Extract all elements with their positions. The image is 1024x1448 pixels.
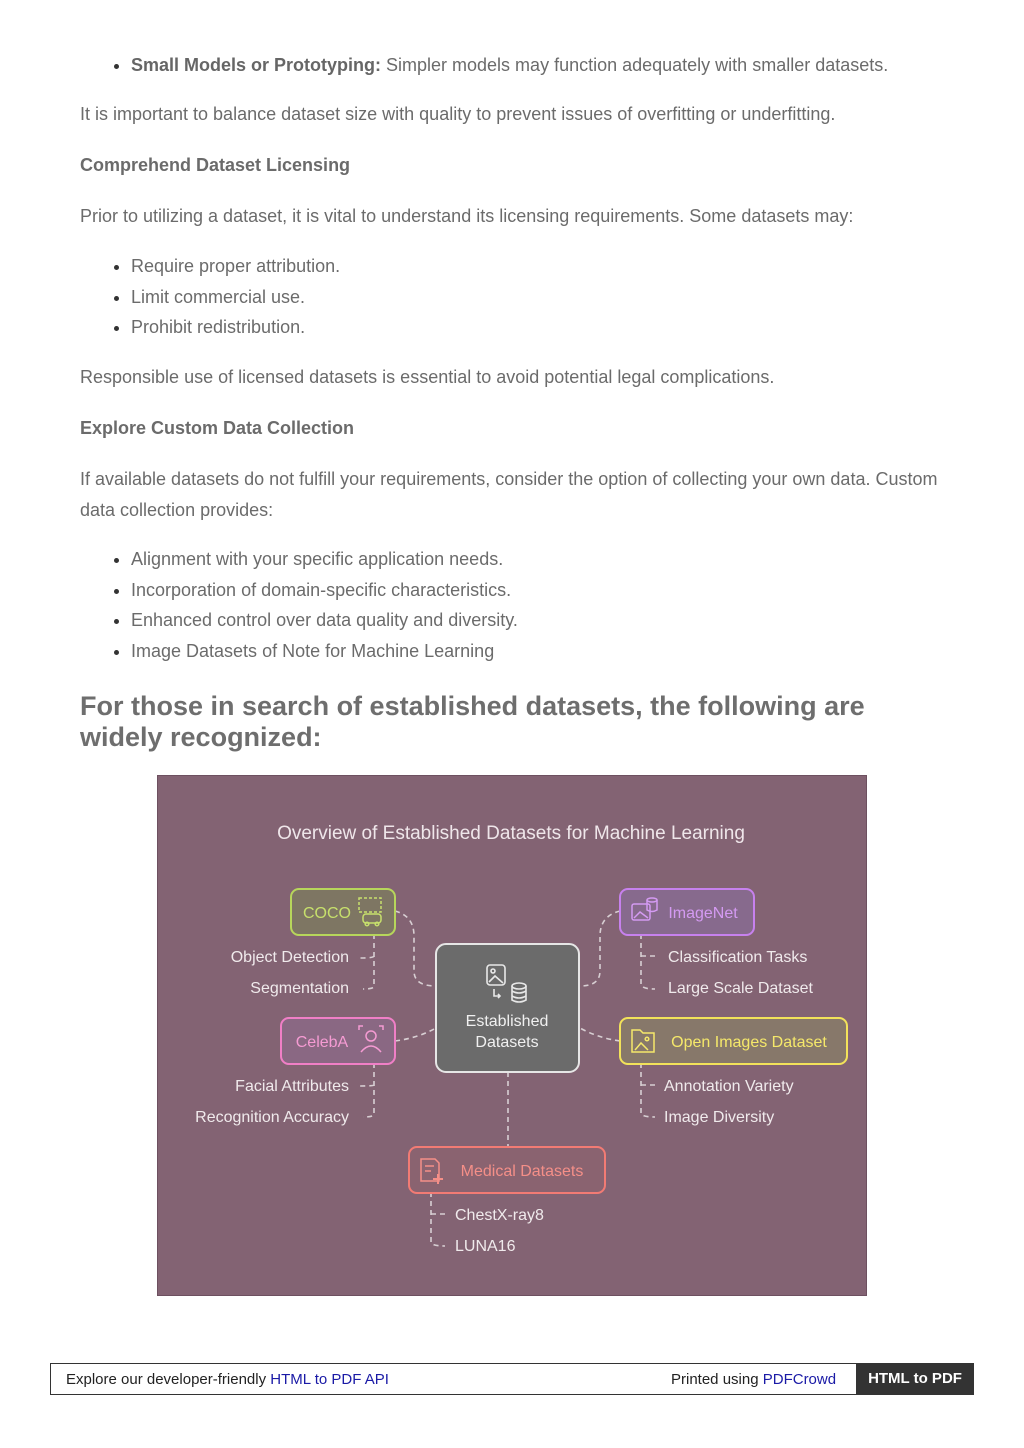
openimages-label: Open Images Dataset xyxy=(671,1034,827,1051)
paragraph-balance: It is important to balance dataset size with quality to prevent issues of overfitting or underfitting. xyxy=(80,104,836,124)
list-item: • Prohibit redistribution. xyxy=(131,312,340,343)
connector-imagenet-center xyxy=(580,911,620,986)
pdfcrowd-link[interactable]: PDFCrowd xyxy=(762,1371,837,1388)
footer-mid-text: Printed using xyxy=(671,1371,763,1388)
section-heading: For those in search of established datasets, the following are widely recognized: xyxy=(80,691,865,752)
paragraph-responsible: Responsible use of licensed datasets is essential to avoid potential legal complications. xyxy=(80,367,775,387)
node-imagenet xyxy=(620,889,754,935)
coco-item-segmentation: Segmentation xyxy=(250,980,349,997)
coco-label: COCO xyxy=(303,905,351,922)
list-item: • Image Datasets of Note for Machine Learning xyxy=(131,636,518,667)
openimages-item-diversity: Image Diversity xyxy=(664,1109,775,1126)
paragraph-custom: If available datasets do not fulfill your requirements, consider the option of collecting your own data. Custom data collection provides: xyxy=(80,469,938,520)
center-label-line2: Datasets xyxy=(475,1034,539,1051)
medical-label: Medical Datasets xyxy=(460,1163,584,1180)
bullet-list-top xyxy=(80,50,888,81)
connector-celeba-item1 xyxy=(360,1085,374,1086)
paragraph-licensing: Prior to utilizing a dataset, it is vital to understand its licensing requirements. Some datasets may: xyxy=(80,206,854,226)
connector-imagenet-items xyxy=(641,934,655,989)
bullet-lead: Small Models or Prototyping: xyxy=(131,55,382,75)
medical-item-chestxray8: ChestX-ray8 xyxy=(455,1207,544,1224)
html-to-pdf-button[interactable]: HTML to PDF xyxy=(856,1363,974,1395)
custom-list xyxy=(80,544,518,666)
list-item: • Incorporation of domain-specific characteristics. xyxy=(131,575,518,606)
center-node xyxy=(436,944,579,1072)
connector-openimages-center xyxy=(580,1028,620,1041)
celeba-label: CelebA xyxy=(295,1034,349,1051)
list-item: • Limit commercial use. xyxy=(131,282,340,313)
connector-coco-center xyxy=(395,911,436,986)
connector-openimages-items xyxy=(641,1063,655,1117)
node-coco xyxy=(291,889,395,935)
list-item: • Enhanced control over data quality and diversity. xyxy=(131,605,518,636)
diagram-title: Overview of Established Datasets for Machine Learning xyxy=(277,823,745,844)
celeba-item-recognition-accuracy: Recognition Accuracy xyxy=(195,1109,349,1126)
celeba-item-facial-attributes: Facial Attributes xyxy=(235,1078,349,1095)
footer-left-text: Explore our developer-friendly xyxy=(66,1371,271,1388)
footer-mid xyxy=(671,1371,836,1388)
html-to-pdf-api-link[interactable]: HTML to PDF API xyxy=(270,1371,389,1388)
list-item xyxy=(131,50,888,81)
center-label-line1: Established xyxy=(465,1013,549,1030)
connector-coco-item1 xyxy=(360,956,374,958)
list-item: • Require proper attribution. xyxy=(131,251,340,282)
coco-item-object-detection: Object Detection xyxy=(230,949,349,966)
connector-medical-items xyxy=(431,1192,445,1246)
list-item: • Alignment with your specific application needs. xyxy=(131,544,518,575)
openimages-item-annotation: Annotation Variety xyxy=(664,1078,794,1095)
datasets-diagram xyxy=(157,775,867,1296)
connector-coco-items xyxy=(363,934,374,989)
subheading-custom: Explore Custom Data Collection xyxy=(80,418,355,438)
bullet-text: Simpler models may function adequately with smaller datasets. xyxy=(381,55,889,75)
pdfcrowd-footer xyxy=(50,1363,974,1395)
licensing-list xyxy=(80,251,340,343)
medical-item-luna16: LUNA16 xyxy=(455,1238,516,1255)
imagenet-label: ImageNet xyxy=(668,905,738,922)
node-medical xyxy=(409,1147,605,1193)
node-celeba xyxy=(281,1018,395,1064)
subheading-licensing: Comprehend Dataset Licensing xyxy=(80,155,351,175)
connector-celeba-items xyxy=(363,1063,374,1117)
footer-left xyxy=(66,1371,389,1388)
imagenet-item-large-scale: Large Scale Dataset xyxy=(668,980,813,997)
node-openimages xyxy=(620,1018,847,1064)
imagenet-item-classification: Classification Tasks xyxy=(668,949,808,966)
connector-celeba-center xyxy=(395,1028,436,1041)
